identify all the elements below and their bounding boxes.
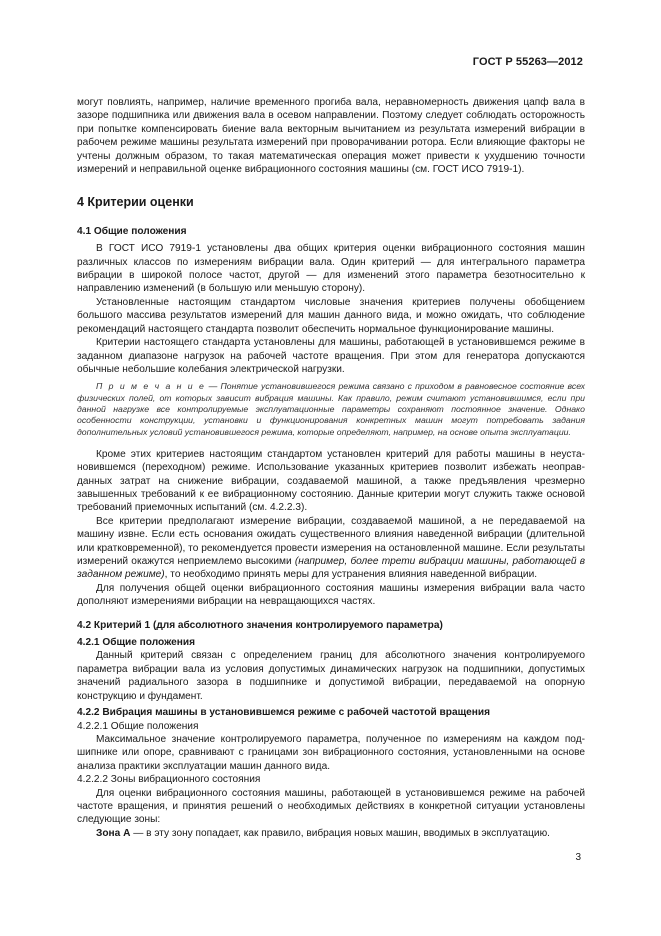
section-4-2-1-heading: 4.2.1 Общие положения: [77, 637, 195, 649]
page-number: 3: [575, 852, 581, 863]
paragraph-4-1-e-end: , то необходимо принять меры для устранения влияния наведенной вибрации.: [164, 569, 538, 581]
note-block: [77, 381, 585, 437]
zone-a-label: Зона А: [96, 827, 131, 839]
section-4-2-2-heading: 4.2.2 Вибрация машины в установившемся режиме с рабочей частотой вращения: [77, 707, 491, 719]
note-label: П р и м е ч а н и е: [96, 381, 206, 392]
standard-header: ГОСТ Р 55263—2012: [472, 56, 583, 68]
paragraph-4-1-a: В ГОСТ ИСО 7919-1 установлены два общих критерия оценки вибрационного состояния машин различных классов по измерениям вибрации вала. Один критерий — для интегрального параметра вибрации в широкой полосе частот, другой — для изменений этого параметра безотносительно к направлению изменений (в большую или меньшую сторону).: [77, 243, 585, 295]
intro-paragraph: могут повлиять, например, наличие временного прогиба вала, неравномерность движения цапф вала в зазоре подшипника или движения вала в осевом направлении. Поэтому следует соблюдать осторожность при попытке компенсировать биение вала векторным вычитанием из результата измерений вибрации в рабочем режиме машины результата измерений при проворачивании ротора. Если влияющие факторы не учтены должным образом, то такая математическая операция может привести к ухудшению точности измерений и неправильной оценке вибрационного состояния машины (см. ГОСТ ИСО 7919-1).: [77, 97, 585, 176]
paragraph-4-1-e-start: Все критерии предполагают измерение вибрации, создаваемой машиной, а не передаваемой на машину извне. Если есть основания ожидать существенного влияния наведенной вибрации (длительной или кратковременной), то рекомендуется провести измерения на остановленной машине. Если результаты измерений окажутся неприемлемо высокими: [77, 515, 585, 568]
section-4-2-heading: 4.2 Критерий 1 (для абсолютного значения контролируемого параметра): [77, 619, 443, 631]
paragraph-4-2-2-2: Для оценки вибрационного состояния машины, работающей в установившемся режиме на рабочей частоте вращения, и принятия решений о необходимых действиях в конкретной ситуации установлены следующие зоны:: [77, 787, 585, 826]
paragraph-4-1-c: Критерии настоящего стандарта установлены для машины, работающей в установившемся режиме в заданном диапазоне нагрузок на рабочей частоте вращения. При этом для генератора допускаются обычные небольшие колебания электрической нагрузки.: [77, 337, 585, 375]
section-4-2-2-1-heading: 4.2.2.1 Общие положения: [77, 720, 199, 732]
document-body: [77, 96, 585, 840]
paragraph-4-1-f: Для получения общей оценки вибрационного состояния машины измерения вибрации вала часто дополняют измерениями вибрации на невращающихся частях.: [77, 582, 585, 608]
paragraph-4-2-1: Данный критерий связан с определением границ для абсолютного значения контролируемого параметра вибрации вала из условия допустимых динамических нагрузок на подшипники, допустимых значений радиального зазора в подшипнике и допустимой вибрации, передаваемой на опорную конструкцию и фундамент.: [77, 650, 585, 702]
paragraph-4-1-e: [77, 515, 585, 582]
paragraph-4-1-e-italic: (например, более трети вибрации машины, работающей в заданном режиме): [77, 556, 586, 581]
paragraph-4-1-b: Установленные настоящим стандартом числовые значения критериев получены обобщением большого массива результатов измерений для машин данного вида, и можно ожидать, что соблюдение рекомендаций настоящего стандарта позволит обеспечить нормальное функционирование машины.: [77, 296, 585, 335]
zone-a-text: — в эту зону попадает, как правило, вибрация новых машин, вводимых в эксплуатацию.: [130, 827, 550, 839]
section-4-2-2-2-heading: 4.2.2.2 Зоны вибрационного состояния: [77, 774, 261, 786]
paragraph-4-1-d: Кроме этих критериев настоящим стандартом установлен критерий для работы машины в неустановившемся (переходном) режиме. Использование указанных критериев позволит избежать неоправданных затрат на снижение вибрации, создаваемой машиной, а также предъявления чрезмерно завышенных требований к ее вибрационному состоянию. Данные критерии могут служить также основой требований приемочных испытаний (см. 4.2.2.3).: [77, 448, 585, 514]
section-4-heading: 4 Критерии оценки: [77, 195, 194, 210]
section-4-1-heading: 4.1 Общие положения: [77, 225, 187, 237]
note-text: — Понятие установившегося режима связано с приходом в равновесное состояние всех физических полей, от которых зависит вибрация машины. Как правило, режим считают установившимся, если при данной нагрузке все контролируемые эксплуатационные параметры сохраняют постоянное значение. Однако особенности конструкции, установки и функционирования конкретных машин могут потребовать задания дополнительных условий установившегося режима, которые определяют, например, на основе опыта эксплуатации.: [77, 381, 586, 437]
zone-a-paragraph: [77, 827, 585, 840]
paragraph-4-2-2-1: Максимальное значение контролируемого параметра, полученное по измерениям на каждом подшипнике или опоре, сравнивают с границами зон вибрационного состояния, установленными на основе анализа практики эксплуатации машин данного вида.: [77, 733, 585, 772]
